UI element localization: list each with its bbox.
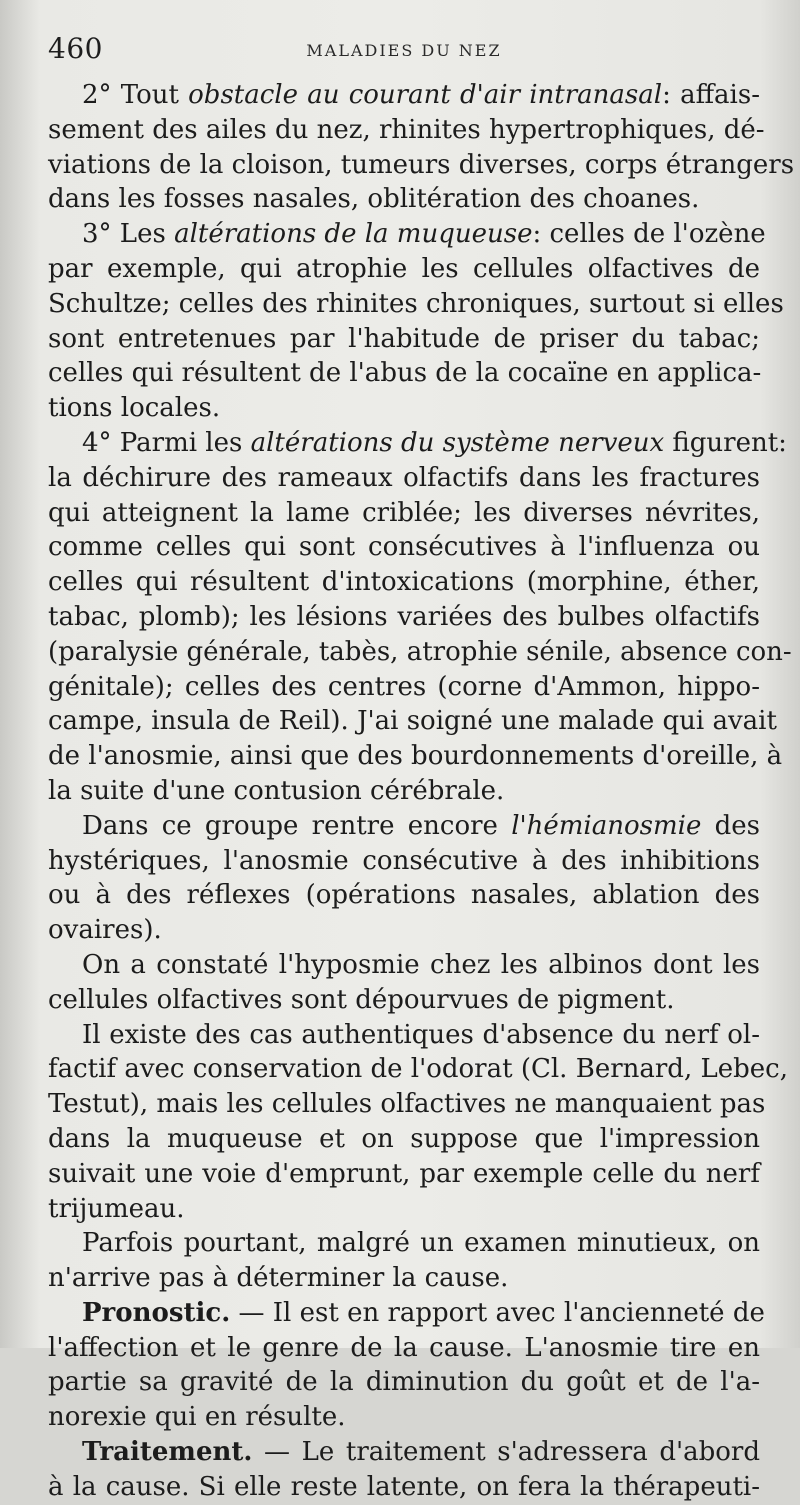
text-segment: 3° Les xyxy=(82,219,175,250)
text-segment: n'arrive pas à déterminer la cause. xyxy=(48,1263,509,1294)
text-segment: figurent: xyxy=(664,427,787,458)
text-line xyxy=(48,461,760,496)
text-segment: l'affection et le genre de la cause. L'anosmie tire en xyxy=(48,1332,760,1363)
text-segment: dans les fosses nasales, oblitération des choanes. xyxy=(48,184,700,215)
text-line xyxy=(48,1470,760,1505)
text-line xyxy=(48,878,760,913)
text-line xyxy=(48,252,760,287)
text-segment: On a constaté l'hyposmie chez les albinos dont les xyxy=(82,949,760,980)
text-segment: campe, insula de Reil). J'ai soigné une malade qui avait xyxy=(48,706,777,737)
text-segment: Dans ce groupe rentre encore xyxy=(82,810,512,841)
text-line xyxy=(48,182,760,217)
text-segment: : celles de l'ozène xyxy=(532,219,766,250)
text-line xyxy=(48,844,760,879)
text-line xyxy=(48,1296,765,1331)
text-segment: Schultze; celles des rhinites chroniques, surtout si elles xyxy=(48,288,784,319)
text-line xyxy=(48,322,760,357)
text-segment: : affais- xyxy=(662,80,760,110)
text-segment: trijumeau. xyxy=(48,1193,185,1224)
text-segment: ou à des réflexes (opérations nasales, ablation des xyxy=(48,880,760,911)
text-segment: tabac, plomb); les lésions variées des bulbes olfactifs xyxy=(48,601,760,632)
text-line xyxy=(48,287,784,322)
text-line xyxy=(48,983,760,1018)
text-segment: — Il est en rapport avec l'ancienneté de xyxy=(230,1297,765,1328)
text-line xyxy=(48,1122,760,1157)
page-header xyxy=(48,30,760,74)
text-segment: factif avec conservation de l'odorat (Cl. Bernard, Lebec, xyxy=(48,1054,788,1085)
text-segment: partie sa gravité de la diminution du goût et de l'a- xyxy=(48,1367,760,1398)
page-number: 460 xyxy=(48,32,103,65)
text-line xyxy=(48,356,760,391)
text-line xyxy=(48,809,760,844)
text-line xyxy=(48,1261,760,1296)
text-segment: tions locales. xyxy=(48,393,221,424)
italic-text: altérations de la muqueuse xyxy=(174,219,533,250)
text-line xyxy=(48,1192,760,1227)
text-segment: Testut), mais les cellules olfactives ne manquaient pas xyxy=(48,1089,766,1120)
body-text xyxy=(48,78,795,1505)
text-segment: Parfois pourtant, malgré un examen minutieux, on xyxy=(82,1228,760,1259)
text-line xyxy=(48,600,760,635)
text-segment: la déchirure des rameaux olfactifs dans les fractures xyxy=(48,462,760,493)
text-segment: 4° Parmi les xyxy=(82,427,251,458)
text-line xyxy=(48,913,760,948)
text-segment: 2° Tout xyxy=(82,80,189,110)
italic-text: obstacle au courant d'air intranasal xyxy=(188,80,663,110)
text-line xyxy=(48,774,760,809)
running-title: MALADIES DU NEZ xyxy=(306,41,502,60)
text-line xyxy=(48,1052,788,1087)
italic-text: altérations du système nerveux xyxy=(250,427,665,458)
text-segment: ovaires). xyxy=(48,915,162,946)
text-line xyxy=(48,1157,760,1192)
text-segment: cellules olfactives sont dépourvues de pigment. xyxy=(48,984,675,1015)
text-line xyxy=(48,1226,760,1261)
text-line xyxy=(48,1435,760,1470)
text-line xyxy=(48,496,760,531)
text-segment: la suite d'une contusion cérébrale. xyxy=(48,775,505,806)
text-line xyxy=(48,391,760,426)
text-line xyxy=(48,530,760,565)
italic-text: l'hémianosmie xyxy=(511,810,702,841)
bold-heading: Traitement. xyxy=(82,1437,253,1468)
text-segment: sont entretenues par l'habitude de priser du tabac; xyxy=(48,323,760,354)
text-line xyxy=(48,1331,760,1366)
text-line xyxy=(48,635,792,670)
text-segment: des xyxy=(701,810,760,841)
text-segment: celles qui résultent d'intoxications (morphine, éther, xyxy=(48,567,760,598)
text-segment: comme celles qui sont consécutives à l'influenza ou xyxy=(48,532,760,563)
text-line xyxy=(48,670,760,705)
text-line xyxy=(48,426,787,461)
text-segment: par exemple, qui atrophie les cellules olfactives de xyxy=(48,253,760,284)
text-line xyxy=(48,113,765,148)
text-line xyxy=(48,1400,760,1435)
text-segment: viations de la cloison, tumeurs diverses, corps étrangers xyxy=(48,149,795,180)
text-segment: (paralysie générale, tabès, atrophie sénile, absence con- xyxy=(48,636,792,667)
text-line xyxy=(48,565,760,600)
text-segment: à la cause. Si elle reste latente, on fera la thérapeuti- xyxy=(48,1471,760,1502)
text-line xyxy=(48,78,760,113)
text-segment: dans la muqueuse et on suppose que l'impression xyxy=(48,1123,760,1154)
text-segment: suivait une voie d'emprunt, par exemple celle du nerf xyxy=(48,1158,760,1189)
text-line xyxy=(48,739,783,774)
text-line xyxy=(48,704,777,739)
text-segment: celles qui résultent de l'abus de la cocaïne en applica- xyxy=(48,358,762,389)
text-segment: génitale); celles des centres (corne d'Ammon, hippo- xyxy=(48,671,760,702)
text-segment: de l'anosmie, ainsi que des bourdonnements d'oreille, à xyxy=(48,741,783,772)
text-line xyxy=(48,1018,760,1053)
text-line xyxy=(48,217,766,252)
bold-heading: Pronostic. xyxy=(82,1297,231,1328)
text-segment: — Le traitement s'adressera d'abord xyxy=(252,1437,760,1468)
text-segment: norexie qui en résulte. xyxy=(48,1402,346,1433)
text-segment: hystériques, l'anosmie consécutive à des inhibitions xyxy=(48,845,760,876)
text-line xyxy=(48,148,795,183)
text-segment: Il existe des cas authentiques d'absence du nerf ol- xyxy=(82,1019,760,1050)
text-line xyxy=(48,1365,760,1400)
text-segment: qui atteignent la lame criblée; les diverses névrites, xyxy=(48,497,760,528)
text-line xyxy=(48,1087,766,1122)
text-segment: sement des ailes du nez, rhinites hypertrophiques, dé- xyxy=(48,114,765,145)
text-line xyxy=(48,948,760,983)
